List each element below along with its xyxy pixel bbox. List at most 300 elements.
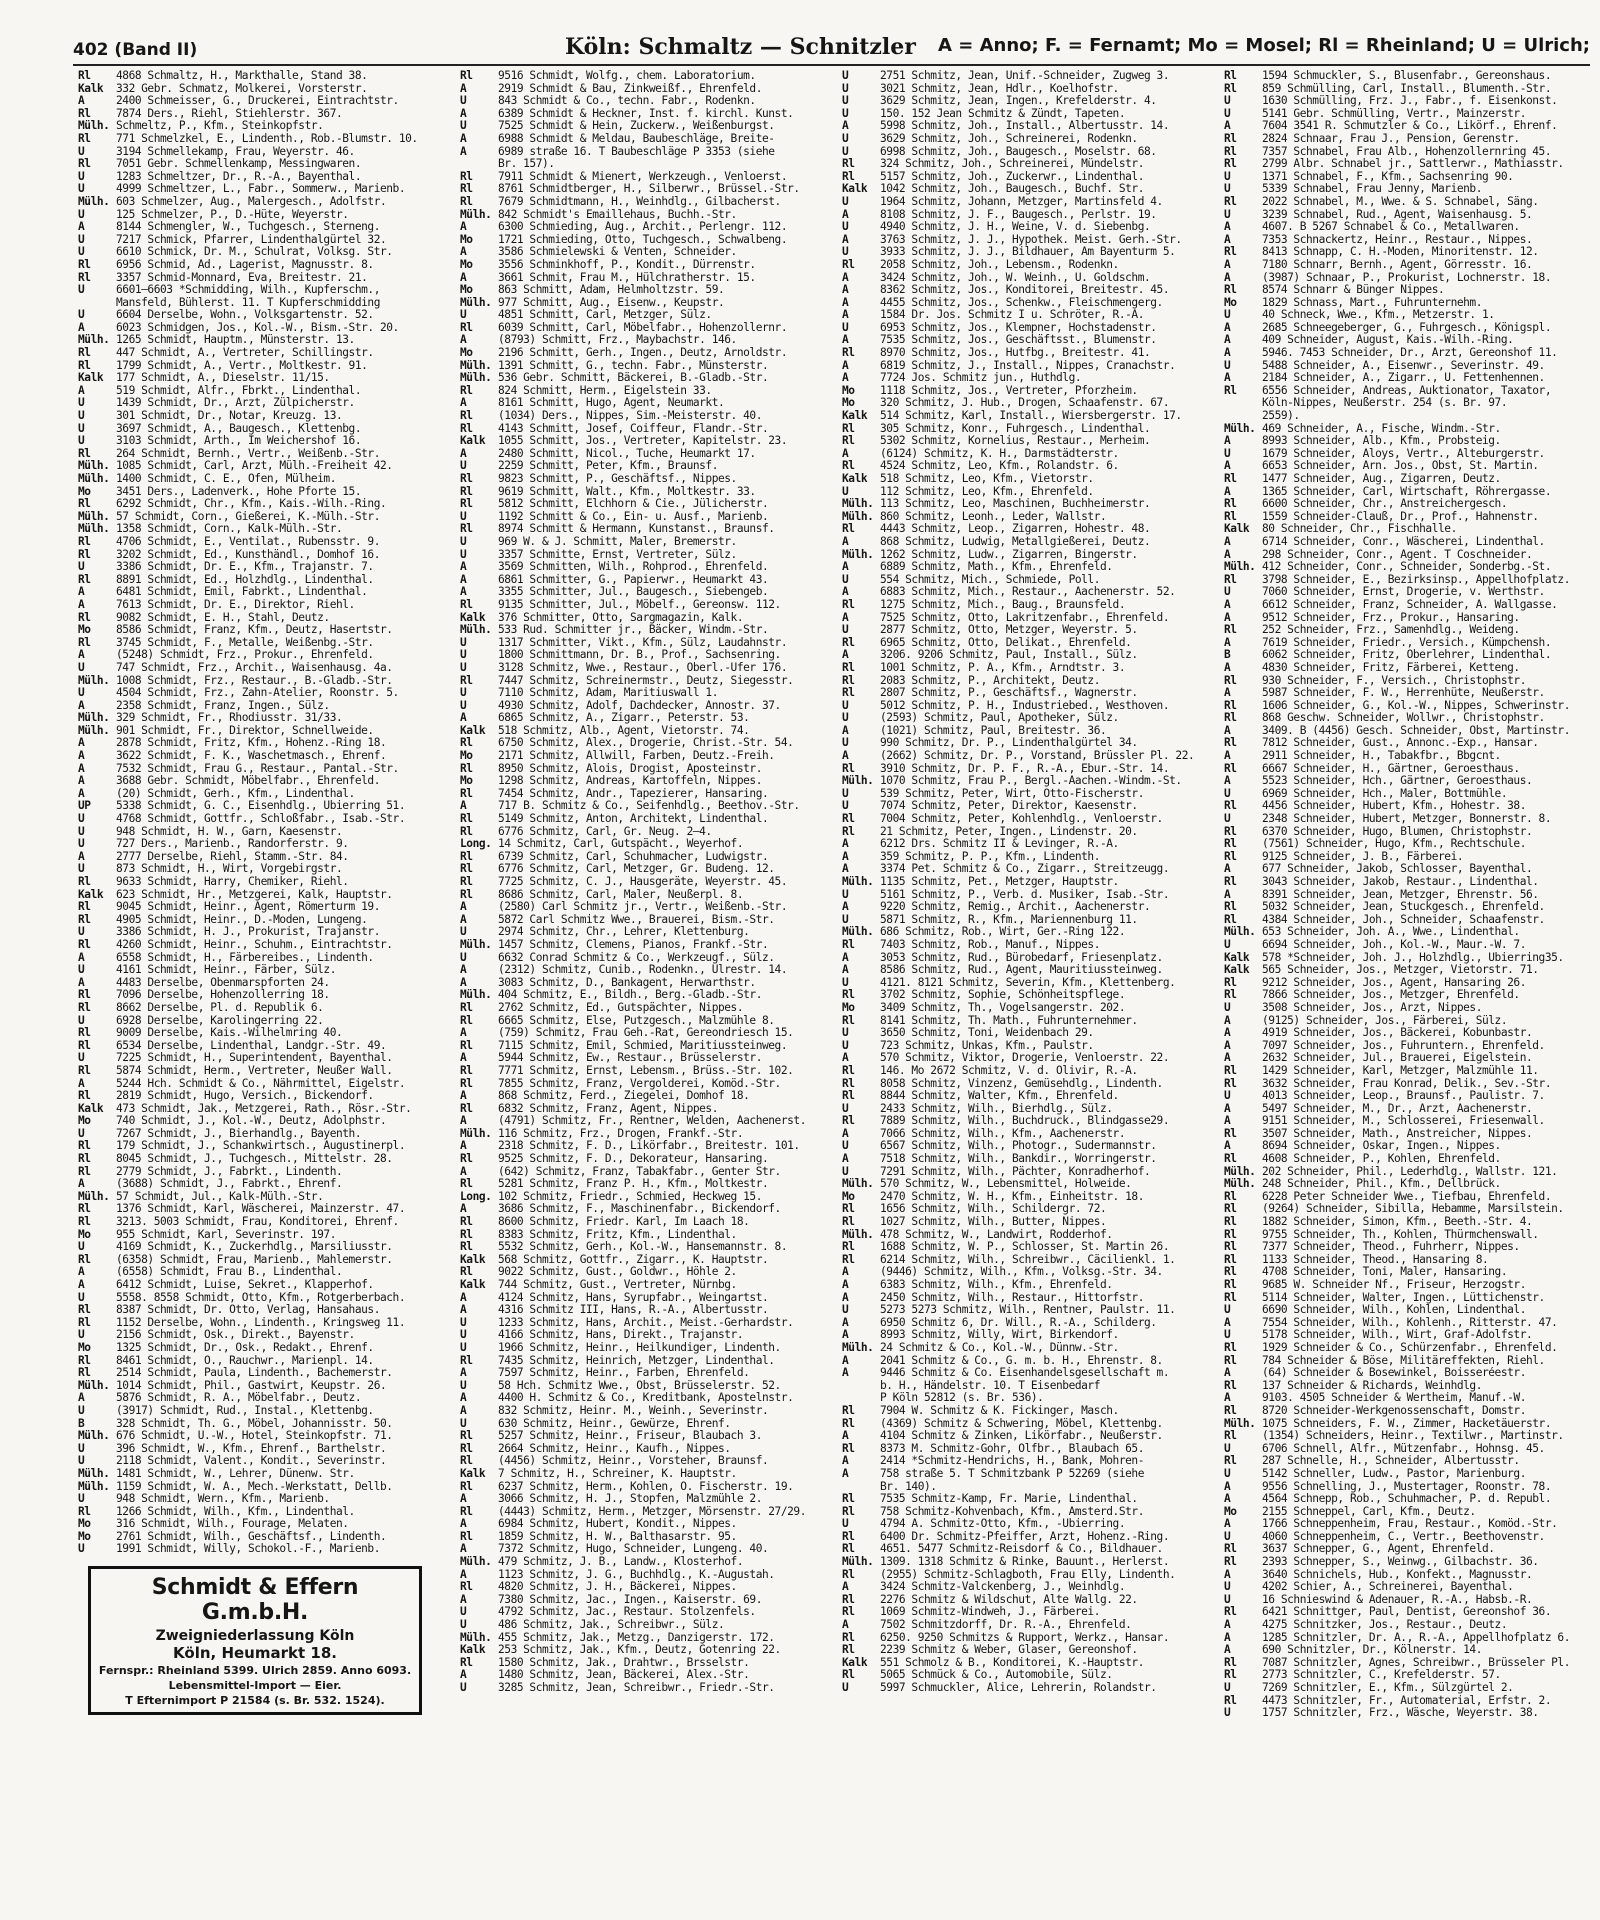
entry-text: 9022 Schmitz, Gust., Goldwr., Höhle 2.: [498, 1266, 737, 1279]
entry-text: 4504 Schmidt, Frz., Zahn-Atelier, Roonstr. 5.: [116, 687, 399, 700]
entry-text: 5244 Hch. Schmidt & Co., Nährmittel, Eigelstr.: [116, 1077, 406, 1090]
directory-entry: [78, 511, 444, 524]
directory-entry: [842, 385, 1208, 398]
entry-text: 6604 Derselbe, Wohn., Volksgartenstr. 52.: [116, 309, 374, 322]
directory-entry: [842, 259, 1208, 272]
entry-text: 6610 Schmick, Dr. M., Schulrat, Volksg. Str.: [116, 246, 393, 259]
entry-text: 1376 Schmidt, Karl, Wäscherei, Mainzerstr. 47.: [116, 1203, 406, 1216]
directory-entry: [842, 1090, 1208, 1103]
exchange-code: A: [460, 1367, 467, 1380]
entry-text: (4456) Schmitz, Heinr., Vorsteher, Braunsf.: [498, 1455, 769, 1468]
exchange-code: Rl: [460, 876, 473, 888]
exchange-code: Kalk: [1224, 964, 1250, 977]
exchange-code: A: [1224, 1392, 1231, 1405]
entry-text: 9685 W. Schneider Nf., Friseur, Herzogstr.: [1262, 1279, 1526, 1291]
exchange-code: Kalk: [1224, 951, 1250, 964]
directory-entry: [78, 95, 444, 108]
exchange-code: Rl: [1224, 246, 1237, 259]
directory-entry: [842, 435, 1208, 448]
entry-text: 2058 Schmitz, Joh., Lebensm., Rodenkn.: [880, 258, 1119, 271]
directory-entry: [78, 624, 444, 637]
exchange-code: Rl: [460, 1530, 473, 1543]
entry-text: 3202 Schmidt, Ed., Kunsthändl., Domhof 16.: [116, 548, 380, 561]
directory-entry: [1224, 1468, 1590, 1481]
exchange-code: Rl: [842, 1203, 855, 1216]
exchange-code: A: [1224, 1052, 1231, 1065]
directory-entry: [842, 272, 1208, 285]
entry-text: 1829 Schnass, Mart., Fuhrunternehm.: [1262, 296, 1482, 309]
exchange-code: Rl: [1224, 1404, 1237, 1417]
entry-text: 570 Schmitz, Viktor, Drogerie, Venloerstr. 22.: [880, 1052, 1170, 1065]
directory-entry: [842, 196, 1208, 209]
exchange-code: U: [1224, 1593, 1231, 1606]
entry-text: 8970 Schmitz, Jos., Hutfbg., Breitestr. 41.: [880, 347, 1151, 360]
exchange-code: Rl: [1224, 800, 1237, 813]
entry-text: 6965 Schmitz, Otto, Delikat., Ehrenfeld.: [880, 636, 1132, 649]
directory-entry: [1224, 1619, 1590, 1632]
entry-text: 901 Schmidt, Fr., Direktor, Schnellweide.: [116, 724, 374, 737]
directory-entry: [1224, 435, 1590, 448]
exchange-code: Kalk: [842, 410, 868, 423]
entry-text: 7525 Schmidt & Hein, Zuckerw., Weißenburgst.: [498, 120, 775, 133]
directory-entry: [1224, 511, 1590, 524]
entry-text: 1439 Schmidt, Dr., Arzt, Zülpicherstr.: [116, 397, 355, 410]
exchange-code: Rl: [78, 1505, 91, 1518]
exchange-code: Rl: [78, 573, 91, 586]
directory-entry: [842, 133, 1208, 146]
exchange-code: Mo: [78, 485, 91, 498]
directory-entry: [842, 649, 1208, 662]
directory-entry: [842, 1128, 1208, 1141]
entry-text: 6292 Schmidt, Chr., Kfm., Kais.-Wilh.-Ring.: [116, 498, 387, 511]
directory-entry: [842, 763, 1208, 776]
entry-text: 1265 Schmidt, Hauptm., Münsterstr. 13.: [116, 334, 355, 347]
directory-entry: [460, 1040, 826, 1053]
exchange-code: U: [78, 246, 85, 259]
directory-entry: [842, 1443, 1208, 1456]
directory-entry: [460, 410, 826, 423]
entry-text: 868 Schmitz, Ludwig, Metallgießerei, Deutz.: [880, 535, 1151, 548]
entry-text: 125 Schmelzer, P., D.-Hüte, Weyerstr.: [116, 208, 349, 221]
exchange-code: A: [460, 107, 467, 120]
directory-entry: [460, 1543, 826, 1556]
exchange-code: U: [460, 120, 467, 133]
entry-text: 9525 Schmitz, F. D., Dekorateur, Hansaring.: [498, 1153, 769, 1166]
entry-text: 6956 Schmid, Ad., Lagerist, Magnusstr. 8.: [116, 258, 374, 271]
entry-text: 3632 Schneider, Frau Konrad, Delik., Sev.-Str.: [1262, 1077, 1552, 1090]
entry-text: 4792 Schmitz, Jac., Restaur. Stolzenfels.: [498, 1606, 756, 1619]
directory-entry: [460, 423, 826, 436]
entry-text: 8974 Schmitt & Hermann, Kunstanst., Braunsf.: [498, 523, 775, 536]
exchange-code: A: [78, 649, 85, 662]
entry-text: 5871 Schmitz, R., Kfm., Mariennenburg 11.: [880, 913, 1138, 926]
exchange-code: A: [842, 1367, 849, 1380]
directory-entry: [78, 360, 444, 373]
entry-text: 6883 Schmitz, Mich., Restaur., Aachenerstr. 52.: [880, 586, 1176, 599]
exchange-code: Rl: [78, 107, 91, 120]
entry-text: 1075 Schneiders, F. W., Zimmer, Hacketäuerstr.: [1262, 1417, 1552, 1430]
directory-entry: [1224, 297, 1590, 310]
directory-entry: [842, 851, 1208, 864]
exchange-code: A: [1224, 1518, 1231, 1531]
entry-text: 6412 Schmidt, Luise, Sekret., Klapperhof.: [116, 1279, 374, 1291]
entry-text: 7771 Schmitz, Ernst, Lebensm., Brüss.-Str. 102.: [498, 1064, 794, 1077]
directory-entry: [1224, 397, 1590, 410]
exchange-code: Kalk: [78, 888, 104, 901]
entry-text: 948 Schmidt, H. W., Garn, Kaesenstr.: [116, 825, 343, 838]
exchange-code: A: [78, 762, 85, 775]
entry-text: 2685 Schneegeberger, G., Fuhrgesch., Königspl.: [1262, 321, 1552, 334]
exchange-code: Mo: [460, 347, 473, 360]
exchange-code: U: [78, 863, 85, 876]
directory-entry: [842, 977, 1208, 990]
exchange-code: U: [1224, 813, 1231, 826]
directory-entry: [1224, 498, 1590, 511]
directory-entry: [842, 1632, 1208, 1645]
directory-entry: [78, 498, 444, 511]
directory-entry: [1224, 334, 1590, 347]
exchange-code: U: [78, 1543, 85, 1556]
entry-text: 9125 Schneider, J. B., Färberei.: [1262, 850, 1464, 863]
entry-text: 1123 Schmitz, J. G., Buchhdlg., K.-Augustah.: [498, 1568, 775, 1581]
entry-text: 6953 Schmitz, Jos., Klempner, Hochstadenstr.: [880, 321, 1157, 334]
exchange-code: Rl: [1224, 825, 1237, 838]
entry-text: 3066 Schmitz, H. J., Stopfen, Malzmühle 2.: [498, 1493, 762, 1506]
directory-entry: [78, 1015, 444, 1028]
entry-text: 3637 Schnepper, G., Agent, Ehrenfeld.: [1262, 1543, 1495, 1556]
entry-text: 6819 Schmitz, J., Install., Nippes, Cranachstr.: [880, 359, 1176, 372]
exchange-code: A: [460, 1593, 467, 1606]
entry-text: 8600 Schmitz, Friedr. Karl, Im Laach 18.: [498, 1216, 750, 1229]
entry-text: (2580) Carl Schmitz jr., Vertr., Weißenb.-Str.: [498, 901, 788, 914]
entry-text: 316 Schmidt, Wilh., Fourage, Melaten.: [116, 1518, 349, 1531]
exchange-code: U: [842, 1682, 849, 1694]
directory-entry: [78, 385, 444, 398]
exchange-code: Rl: [842, 1442, 855, 1455]
entry-text: 3508 Schneider, Jos., Arzt, Nippes.: [1262, 1001, 1482, 1014]
exchange-code: Rl: [460, 70, 473, 82]
exchange-code: Rl: [460, 1039, 473, 1052]
entry-text: 253 Schmitz, Jak., Kfm., Deutz, Gotenring 22.: [498, 1644, 781, 1657]
exchange-code: Mülh.: [842, 548, 874, 561]
directory-entry: [78, 1292, 444, 1305]
entry-text: 4868 Schmaltz, H., Markthalle, Stand 38.: [116, 70, 368, 82]
entry-text: 1606 Schneider, G., Kol.-W., Nippes, Schwerinstr.: [1262, 699, 1570, 712]
exchange-code: Mülh.: [460, 624, 492, 637]
exchange-code: A: [842, 964, 849, 977]
entry-text: 329 Schmidt, Fr., Rhodiusstr. 31/33.: [116, 712, 343, 725]
directory-entry: [460, 196, 826, 209]
directory-entry: [460, 1103, 826, 1116]
directory-entry: [842, 410, 1208, 423]
entry-text: 9082 Schmidt, E. H., Stahl, Deutz.: [116, 611, 330, 624]
entry-text: 1480 Schmitz, Jean, Bäckerei, Alex.-Str.: [498, 1669, 750, 1682]
exchange-code: Rl: [1224, 737, 1237, 750]
entry-text: 7115 Schmitz, Emil, Schmied, Maritiussteinweg.: [498, 1039, 788, 1052]
directory-entry: [842, 397, 1208, 410]
exchange-code: Kalk: [460, 724, 486, 737]
exchange-code: U: [1224, 170, 1231, 183]
directory-entry: [460, 1380, 826, 1393]
exchange-code: A: [842, 296, 849, 309]
directory-entry: [460, 146, 826, 159]
entry-text: 1055 Schmitt, Jos., Vertreter, Kapitelstr. 23.: [498, 435, 788, 448]
exchange-code: U: [460, 460, 467, 473]
exchange-code: U: [1224, 208, 1231, 221]
entry-text: 1457 Schmitz, Clemens, Pianos, Frankf.-Str.: [498, 938, 769, 951]
directory-entry: [78, 1506, 444, 1519]
exchange-code: A: [1224, 372, 1231, 385]
entry-text: (4443) Schmitz, Herm., Metzger, Mörsenstr. 27/29.: [498, 1505, 806, 1518]
directory-entry: [842, 1493, 1208, 1506]
entry-text: (3917) Schmidt, Rud., Instal., Klettenbg.: [116, 1404, 374, 1417]
entry-text: 6950 Schmitz 6, Dr. Will., R.-A., Schilderg.: [880, 1316, 1157, 1329]
entry-text: 6421 Schnittger, Paul, Dentist, Gereonshof 36.: [1262, 1606, 1552, 1619]
directory-entry: [842, 120, 1208, 133]
directory-entry: [1224, 1430, 1590, 1443]
entry-text: 3507 Schneider, Math., Anstreicher, Nippes.: [1262, 1127, 1533, 1140]
directory-entry: [1224, 1707, 1590, 1720]
entry-text: (2955) Schmitz-Schlagboth, Frau Elly, Lindenth.: [880, 1568, 1176, 1581]
directory-entry: [842, 599, 1208, 612]
directory-entry: [1224, 964, 1590, 977]
directory-entry: [78, 1128, 444, 1141]
entry-text: 4706 Schmidt, E., Ventilat., Rubensstr. 9.: [116, 535, 380, 548]
entry-text: 298 Schneider, Conr., Agent. T Coschneider.: [1262, 548, 1533, 561]
exchange-code: Rl: [78, 876, 91, 888]
exchange-code: Rl: [460, 1077, 473, 1090]
entry-text: 5114 Schneider, Walter, Ingen., Lüttichenstr.: [1262, 1291, 1545, 1304]
exchange-code: A: [1224, 1140, 1231, 1153]
exchange-code: Rl: [78, 611, 91, 624]
directory-entry: [460, 977, 826, 990]
entry-text: 359 Schmitz, P. P., Kfm., Lindenth.: [880, 850, 1100, 863]
entry-text: 7724 Jos. Schmitz jun., Huthdlg.: [880, 372, 1082, 385]
entry-text: 6969 Schneider, Hch., Maler, Bottmühle.: [1262, 787, 1508, 800]
entry-text: 758 Schmitz-Kohvenbach, Kfm., Amsterd.Str.: [880, 1505, 1144, 1518]
exchange-code: Mo: [78, 1530, 91, 1543]
exchange-code: Mülh.: [78, 674, 110, 687]
exchange-code: Rl: [78, 901, 91, 914]
entry-text: 447 Schmidt, A., Vertreter, Schillingstr.: [116, 347, 374, 360]
directory-entry: [1224, 284, 1590, 297]
entry-text: 6612 Schneider, Franz, Schneider, A. Wallgasse.: [1262, 598, 1558, 611]
entry-text: 565 Schneider, Jos., Metzger, Vietorstr. 71.: [1262, 964, 1539, 977]
directory-entry: [460, 1644, 826, 1657]
exchange-code: Rl: [78, 1253, 91, 1266]
entry-text: Schmeltz, P., Kfm., Steinkopfstr.: [116, 120, 324, 133]
entry-text: 1275 Schmitz, Mich., Baug., Braunsfeld.: [880, 598, 1126, 611]
exchange-code: Rl: [1224, 1543, 1237, 1556]
entry-text: 8108 Schmitz, J. F., Baugesch., Perlstr. 19.: [880, 208, 1157, 221]
directory-entry: [460, 448, 826, 461]
entry-text: P Köln 52812 (s. Br. 536).: [880, 1392, 1044, 1405]
entry-text: (9125) Schneider, Jos., Färberei, Sülz.: [1262, 1014, 1508, 1027]
directory-entry: [78, 1392, 444, 1405]
directory-entry: [1224, 549, 1590, 562]
entry-text: 8045 Schmidt, J., Tuchgesch., Mittelstr. 28.: [116, 1153, 393, 1166]
directory-entry: [1224, 1103, 1590, 1116]
directory-entry: [1224, 1632, 1590, 1645]
directory-entry: [842, 146, 1208, 159]
exchange-code: Rl: [842, 1064, 855, 1077]
directory-entry: [842, 297, 1208, 310]
entry-text: 1365 Schneider, Carl, Wirtschaft, Röhrergasse.: [1262, 485, 1552, 498]
exchange-code: U: [78, 309, 85, 322]
exchange-code: Rl: [842, 1505, 855, 1518]
entry-text: Br. 157).: [498, 158, 555, 171]
entry-text: 653 Schneider, Joh. A., Wwe., Lindenthal.: [1262, 926, 1520, 939]
exchange-code: Kalk: [460, 1644, 486, 1657]
directory-entry: [842, 964, 1208, 977]
directory-entry: [1224, 146, 1590, 159]
entry-text: 1298 Schmitz, Andreas, Kartoffeln, Nippes.: [498, 775, 762, 788]
directory-entry: [1224, 448, 1590, 461]
exchange-code: Mülh.: [842, 498, 874, 511]
entry-text: 9135 Schmitter, Jul., Möbelf., Gereonsw. 112.: [498, 598, 781, 611]
exchange-code: Rl: [1224, 82, 1237, 95]
directory-entry: [78, 1543, 444, 1556]
exchange-code: Rl: [460, 410, 473, 423]
exchange-code: Rl: [842, 347, 855, 360]
exchange-code: Mülh.: [78, 473, 110, 485]
entry-text: 539 Schmitz, Peter, Wirt, Otto-Fischerstr.: [880, 787, 1144, 800]
entry-text: 9556 Schnelling, J., Mustertager, Roonstr. 78.: [1262, 1480, 1552, 1493]
entry-text: 7855 Schmitz, Franz, Vergolderei, Komöd.-Str.: [498, 1077, 781, 1090]
entry-text: 9212 Schneider, Jos., Agent, Hansaring 26.: [1262, 976, 1526, 989]
exchange-code: U: [1224, 1090, 1231, 1103]
directory-entry: [460, 1430, 826, 1443]
directory-entry: [460, 1669, 826, 1682]
entry-text: 3629 Schmitz, Jean, Ingen., Krefelderstr. 4.: [880, 95, 1157, 108]
exchange-code: U: [842, 145, 849, 158]
exchange-code: A: [842, 1455, 849, 1468]
directory-entry: [460, 183, 826, 196]
exchange-code: A: [842, 1329, 849, 1342]
exchange-code: U: [460, 699, 467, 712]
exchange-code: [1224, 410, 1262, 423]
entry-text: 7353 Schnackertz, Heinr., Restaur., Nippes.: [1262, 233, 1533, 246]
directory-entry: [460, 725, 826, 738]
exchange-code: A: [1224, 598, 1231, 611]
exchange-code: Mülh.: [460, 372, 492, 385]
entry-text: 6832 Schmitz, Franz, Agent, Nippes.: [498, 1102, 718, 1115]
entry-text: 2184 Schneider, A., Zigarr., U. Fettenhennen.: [1262, 372, 1545, 385]
directory-entry: [842, 1241, 1208, 1254]
entry-text: 8413 Schnapp, C. H.-Moden, Minoritenstr. 12.: [1262, 246, 1539, 259]
entry-text: 5946. 7453 Schneider, Dr., Arzt, Gereonshof 11.: [1262, 347, 1558, 360]
exchange-code: Mülh.: [460, 359, 492, 372]
entry-text: 8662 Derselbe, Pl. d. Republik 6.: [116, 1001, 324, 1014]
entry-text: 6714 Schneider, Conr., Wäscherei, Lindenthal.: [1262, 535, 1545, 548]
entry-text: 6653 Schneider, Arn. Jos., Obst, St. Martin.: [1262, 460, 1539, 473]
entry-text: 842 Schmidt's Emaillehaus, Buchh.-Str.: [498, 208, 737, 221]
directory-entry: [842, 486, 1208, 499]
exchange-code: Rl: [842, 170, 855, 183]
directory-entry: [460, 1443, 826, 1456]
directory-entry: [460, 1569, 826, 1582]
exchange-code: Mo: [460, 775, 473, 788]
directory-entry: [78, 737, 444, 750]
entry-text: 5523 Schneider, Hch., Gärtner, Geroesthaus.: [1262, 775, 1533, 788]
directory-entry: [78, 889, 444, 902]
exchange-code: A: [460, 1493, 467, 1506]
exchange-code: U: [78, 435, 85, 448]
exchange-code: Mo: [460, 258, 473, 271]
exchange-code: Rl: [1224, 901, 1237, 914]
directory-entry: [842, 511, 1208, 524]
exchange-code: Rl: [842, 1593, 855, 1606]
directory-entry: [460, 687, 826, 700]
exchange-code: A: [842, 1316, 849, 1329]
directory-entry: [78, 649, 444, 662]
entry-text: 5141 Gebr. Schmülling, Vertr., Mainzerstr.: [1262, 107, 1526, 120]
directory-entry: [1224, 876, 1590, 889]
exchange-code: A: [78, 1266, 85, 1279]
exchange-code: Rl: [460, 1505, 473, 1518]
exchange-code: A: [1224, 460, 1231, 473]
column-1-entries: [78, 70, 444, 1556]
exchange-code: A: [1224, 687, 1231, 700]
exchange-code: A: [1224, 258, 1231, 271]
directory-entry: [842, 1140, 1208, 1153]
directory-entry: [842, 863, 1208, 876]
entry-text: 5273 5273 Schmitz, Wilh., Rentner, Paulstr. 11.: [880, 1304, 1176, 1317]
exchange-code: Rl: [842, 1530, 855, 1543]
exchange-code: Rl: [1224, 1656, 1237, 1669]
directory-entry: [842, 473, 1208, 486]
exchange-code: A: [842, 901, 849, 914]
entry-text: 3357 Schmid-Monnard, Eva, Breitestr. 21.: [116, 271, 368, 284]
entry-text: 5178 Schneider, Wilh., Wirt, Graf-Adolfstr.: [1262, 1329, 1533, 1342]
directory-entry: [78, 863, 444, 876]
exchange-code: Rl: [1224, 1455, 1237, 1468]
exchange-code: A: [842, 838, 849, 851]
directory-entry: [78, 1329, 444, 1342]
entry-text: 3103 Schmidt, Arth., Im Weichershof 16.: [116, 435, 362, 448]
exchange-code: Rl: [460, 195, 473, 208]
exchange-code: Rl: [460, 498, 473, 511]
exchange-code: A: [842, 1052, 849, 1065]
exchange-code: A: [460, 1568, 467, 1581]
entry-text: 8461 Schmidt, O., Rauchwr., Marienpl. 14.: [116, 1354, 374, 1367]
entry-text: 1309. 1318 Schmitz & Rinke, Bauunt., Herlerst.: [880, 1556, 1170, 1569]
directory-entry: [1224, 989, 1590, 1002]
directory-entry: [460, 1216, 826, 1229]
entry-text: 4443 Schmitz, Leop., Zigarren, Hohestr. 48.: [880, 523, 1151, 536]
entry-text: 4316 Schmitz III, Hans, R.-A., Albertusstr.: [498, 1304, 769, 1317]
entry-text: 977 Schmitt, Aug., Eisenw., Keupstr.: [498, 296, 725, 309]
exchange-code: A: [1224, 1039, 1231, 1052]
exchange-code: A: [842, 561, 849, 574]
exchange-code: Rl: [1224, 132, 1237, 145]
entry-text: 3285 Schmitz, Jean, Schreibwr., Friedr.-Str.: [498, 1682, 775, 1694]
exchange-code: U: [460, 687, 467, 700]
directory-entry: [460, 1606, 826, 1619]
exchange-code: A: [78, 221, 85, 234]
exchange-code: Rl: [1224, 1127, 1237, 1140]
entry-text: 5065 Schmück & Co., Automobile, Sülz.: [880, 1669, 1113, 1682]
entry-text: 264 Schmidt, Bernh., Vertr., Weißenb.-Str.: [116, 447, 380, 460]
entry-text: 4940 Schmitz, J. H., Weine, V. d. Siebenbg.: [880, 221, 1151, 234]
exchange-code: U: [1224, 1442, 1231, 1455]
directory-entry: [460, 586, 826, 599]
exchange-code: U: [78, 1493, 85, 1506]
exchange-code: Rl: [460, 1153, 473, 1166]
directory-entry: [1224, 1027, 1590, 1040]
exchange-code: U: [460, 1606, 467, 1619]
entry-text: 8950 Schmitz, Alois, Drogist, Aposteinstr.: [498, 762, 762, 775]
